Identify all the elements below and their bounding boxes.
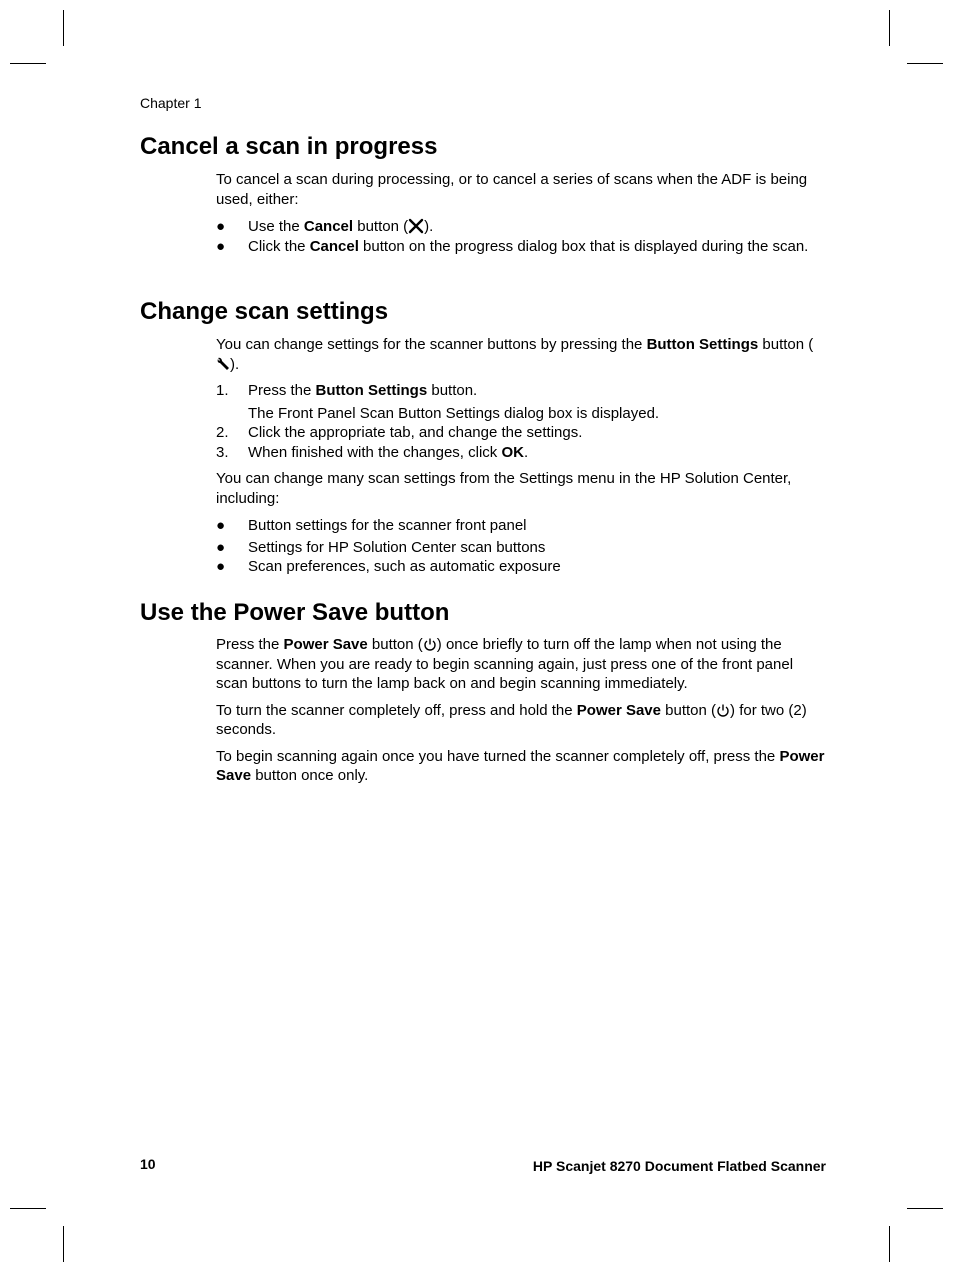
paragraph: You can change many scan settings from the Settings menu in the HP Solution Center, including: <box>216 470 792 507</box>
section-body-cancel <box>216 170 826 256</box>
page-number: 10 <box>140 1156 156 1172</box>
bullet: ● <box>216 538 226 556</box>
section-body-power <box>216 635 826 786</box>
bullet: ● <box>216 558 226 575</box>
bullet: ● <box>216 237 226 255</box>
list-item: ● Scan preferences, such as automatic exposure <box>216 558 561 575</box>
power-icon <box>423 637 437 652</box>
paragraph: You can change settings for the scanner buttons by pressing the Button Settings button (). <box>216 336 814 373</box>
list-item: ● Settings for HP Solution Center scan buttons <box>216 538 546 556</box>
list-item: ● Button settings for the scanner front panel <box>216 517 527 534</box>
footer-product-name: HP Scanjet 8270 Document Flatbed Scanner <box>532 1158 826 1174</box>
paragraph: Press the Power Save button ( ) once briefly to turn off the lamp when not using the scanner. When you are ready to begin scanning again, just press one of the front panel scan buttons to turn the lamp back on and begin scanning immediately. <box>216 636 794 692</box>
list-item: ● Use the Cancel button ( ). <box>216 218 434 235</box>
crop-mark <box>10 1208 46 1209</box>
numbered-step: 3. When finished with the changes, click OK. <box>216 443 529 461</box>
paragraph: To cancel a scan during processing, or to cancel a series of scans when the ADF is being used, either: <box>216 171 808 208</box>
numbered-step: 1. Press the Button Settings button. The Front Panel Scan Button Settings dialog box is displayed. <box>216 381 826 423</box>
bullet: ● <box>216 517 226 534</box>
cancel-x-icon <box>408 218 424 234</box>
section-body-change <box>216 335 826 577</box>
crop-mark <box>889 10 890 46</box>
power-icon <box>716 703 730 718</box>
crop-mark <box>907 63 943 64</box>
paragraph: To turn the scanner completely off, press and hold the Power Save button ( ) for two (2) seconds. <box>216 701 807 738</box>
crop-mark <box>889 1226 890 1262</box>
crop-mark <box>63 10 64 46</box>
list-item: ● Click the Cancel button on the progress dialog box that is displayed during the scan. <box>216 237 809 255</box>
step-result: The Front Panel Scan Button Settings dialog box is displayed. <box>248 404 660 422</box>
numbered-step: 2. Click the appropriate tab, and change the settings. <box>216 424 583 441</box>
crop-mark <box>907 1208 943 1209</box>
section-title-power: Use the Power Save button <box>140 599 450 626</box>
wrench-icon <box>216 356 230 372</box>
section-title-change: Change scan settings <box>140 298 389 325</box>
bullet: ● <box>216 218 226 235</box>
paragraph: To begin scanning again once you have turned the scanner completely off, press the Power Save button once only. <box>216 747 825 784</box>
chapter-label: Chapter 1 <box>140 95 202 111</box>
section-title-cancel: Cancel a scan in progress <box>140 133 438 160</box>
crop-mark <box>10 63 46 64</box>
crop-mark <box>63 1226 64 1262</box>
